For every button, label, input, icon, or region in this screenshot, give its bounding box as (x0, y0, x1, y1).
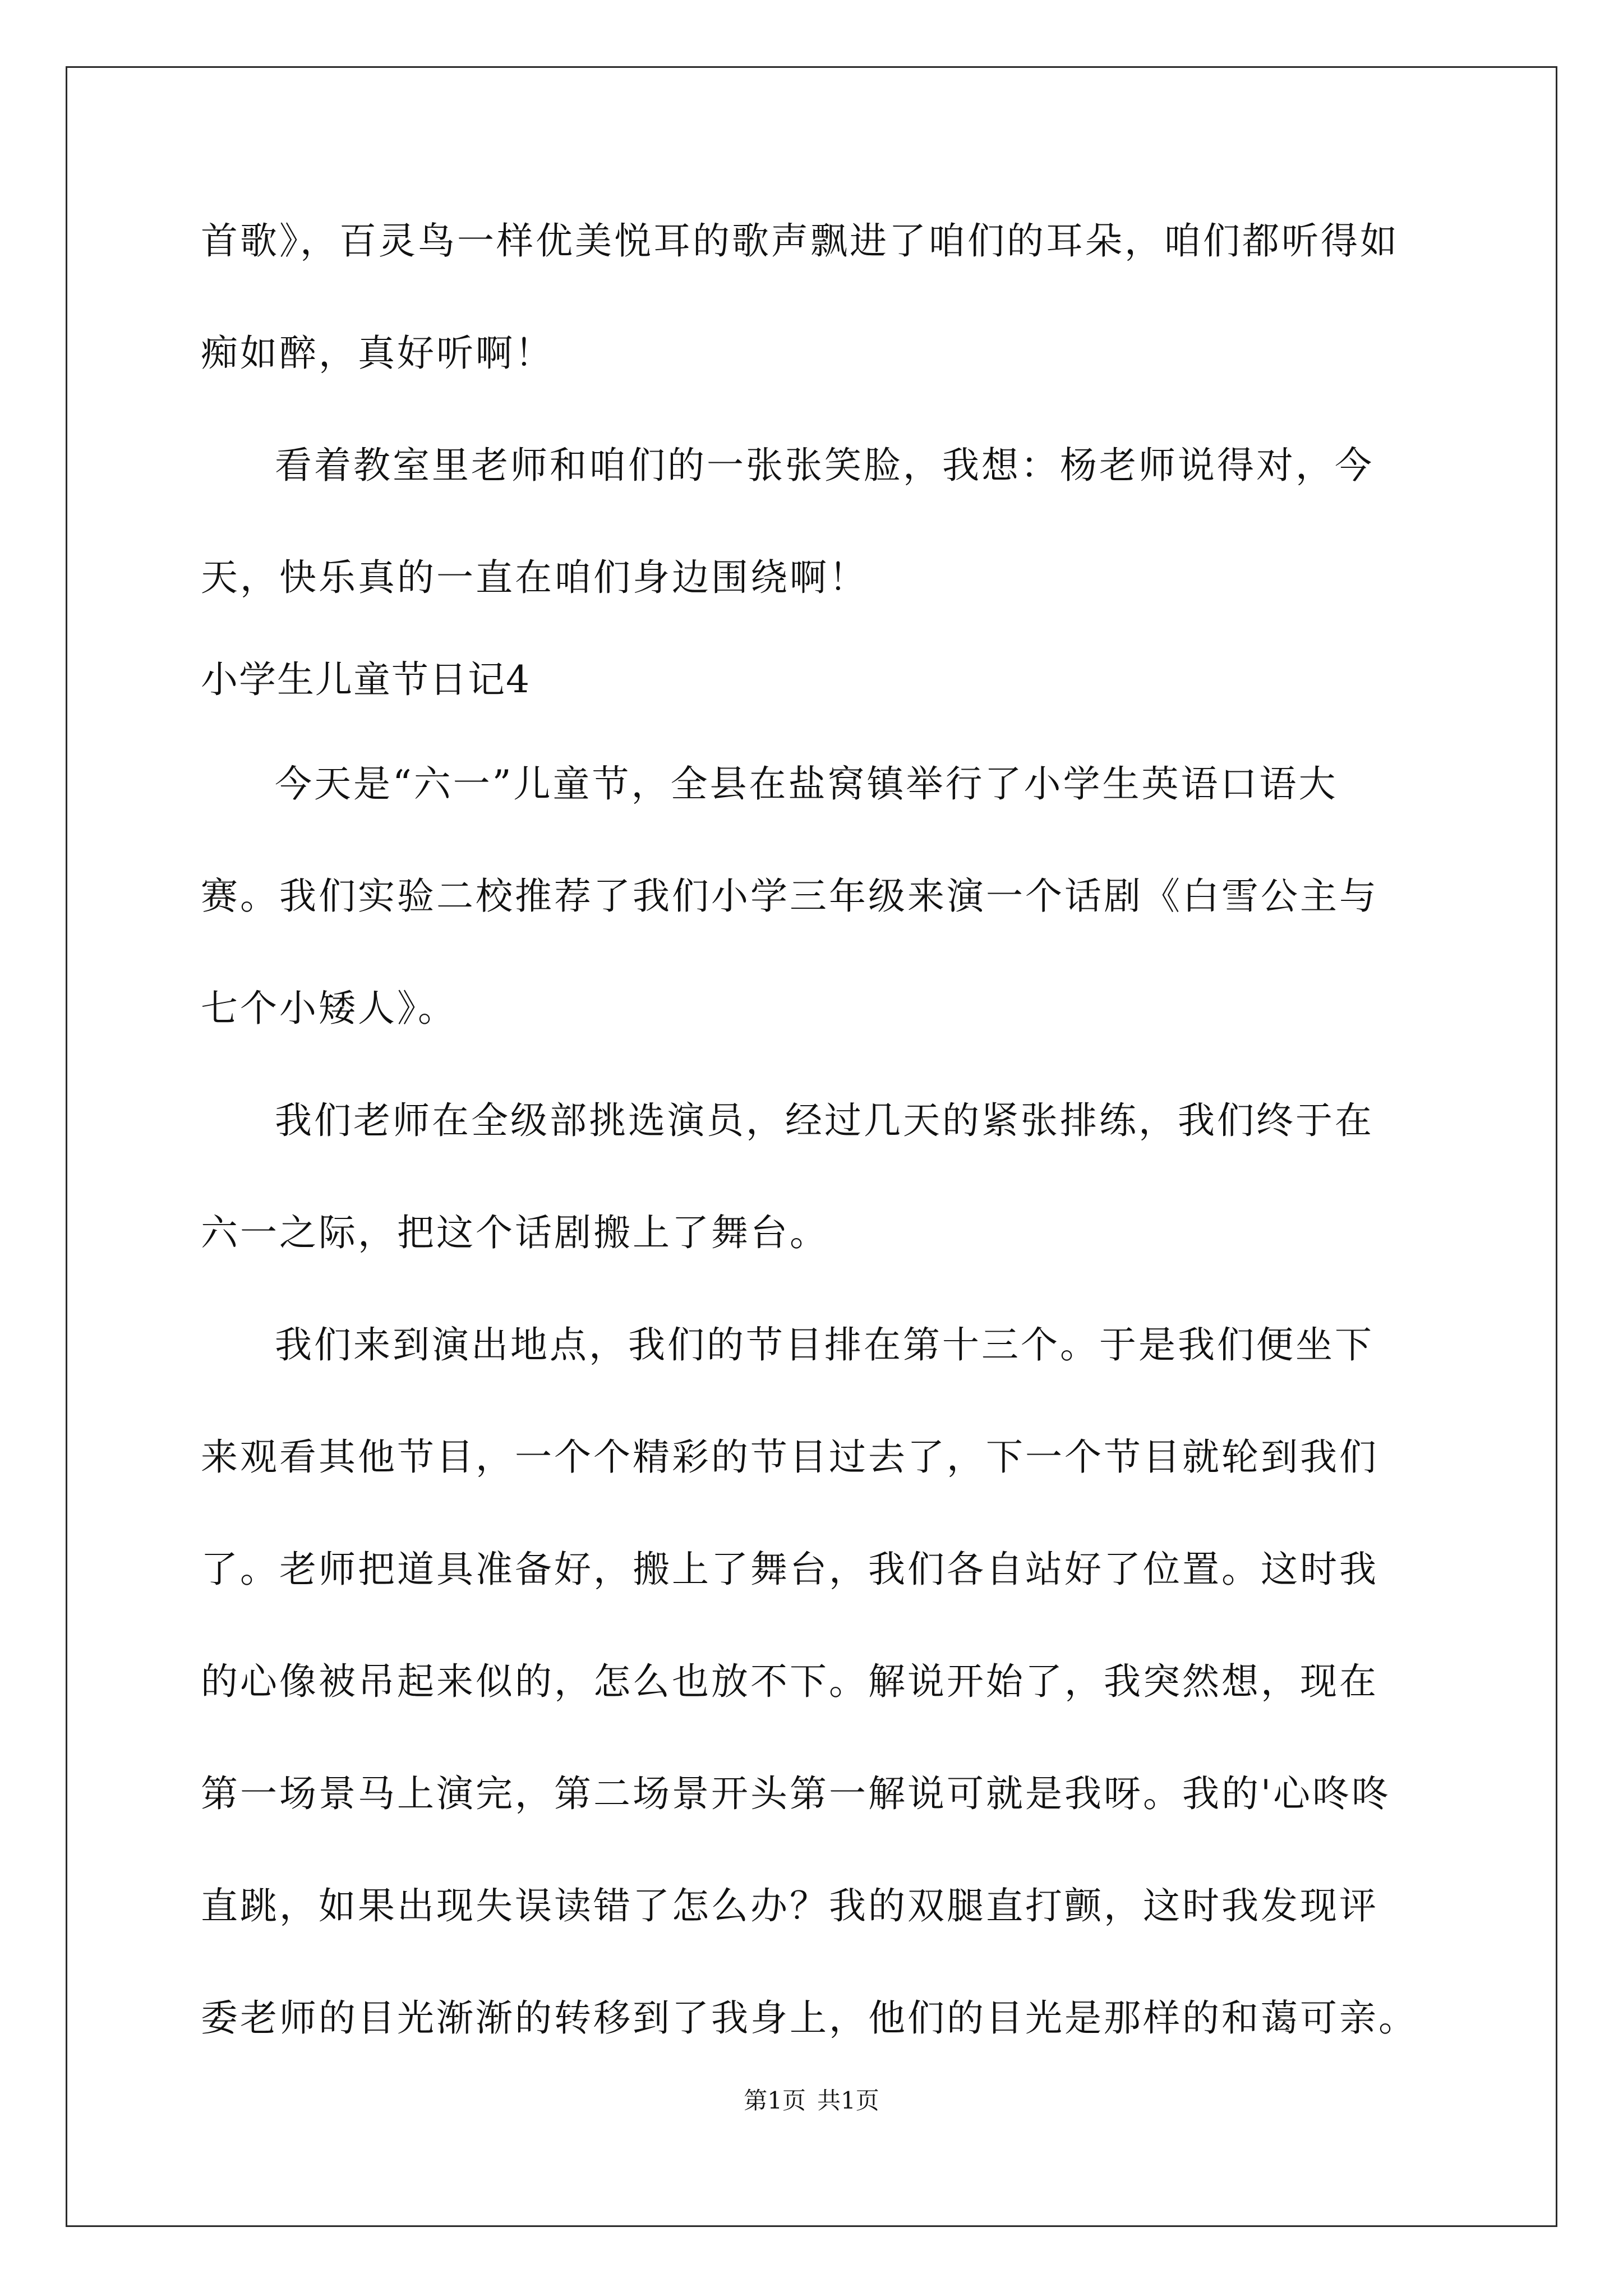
text-line: 第一场景马上演完，第二场景开头第一解说可就是我呀。我的'心咚咚 (201, 1772, 1391, 1815)
page-number: 第1页 (744, 2087, 806, 2114)
text-line: 六一之际，把这个话剧搬上了舞台。 (201, 1211, 829, 1254)
text-line: 的心像被吊起来似的，怎么也放不下。解说开始了，我突然想，现在 (201, 1660, 1378, 1703)
text-line: 首歌》，百灵鸟一样优美悦耳的歌声飘进了咱们的耳朵，咱们都听得如 (201, 219, 1399, 263)
text-line: 赛。我们实验二校推荐了我们小学三年级来演一个话剧《白雪公主与 (201, 875, 1378, 918)
paragraph-line: 我们老师在全级部挑选演员，经过几天的紧张排练，我们终于在 (275, 1099, 1374, 1142)
paragraph-line: 我们来到演出地点，我们的节目排在第十三个。于是我们便坐下 (275, 1323, 1374, 1366)
text-line: 直跳，如果出现失误读错了怎么办？我的双腿直打颤，这时我发现评 (201, 1884, 1378, 1927)
paragraph-line: 看着教室里老师和咱们的一张张笑脸，我想：杨老师说得对，今 (275, 444, 1374, 487)
page-footer (0, 2082, 1623, 2116)
text-line: 痴如醉，真好听啊！ (201, 332, 554, 375)
page-total: 共1页 (817, 2087, 879, 2114)
text-line: 天，快乐真的一直在咱们身边围绕啊！ (201, 556, 868, 599)
paragraph-line: 今天是“六一”儿童节，全县在盐窝镇举行了小学生英语口语大 (275, 762, 1338, 806)
text-line: 七个小矮人》。 (201, 987, 457, 1030)
text-line: 了。老师把道具准备好，搬上了舞台，我们各自站好了位置。这时我 (201, 1548, 1378, 1591)
text-line: 委老师的目光渐渐的转移到了我身上，他们的目光是那样的和蔼可亲。 (201, 1996, 1418, 2040)
text-line: 来观看其他节目，一个个精彩的节目过去了，下一个节目就轮到我们 (201, 1435, 1378, 1479)
section-title: 小学生儿童节日记4 (201, 658, 531, 701)
